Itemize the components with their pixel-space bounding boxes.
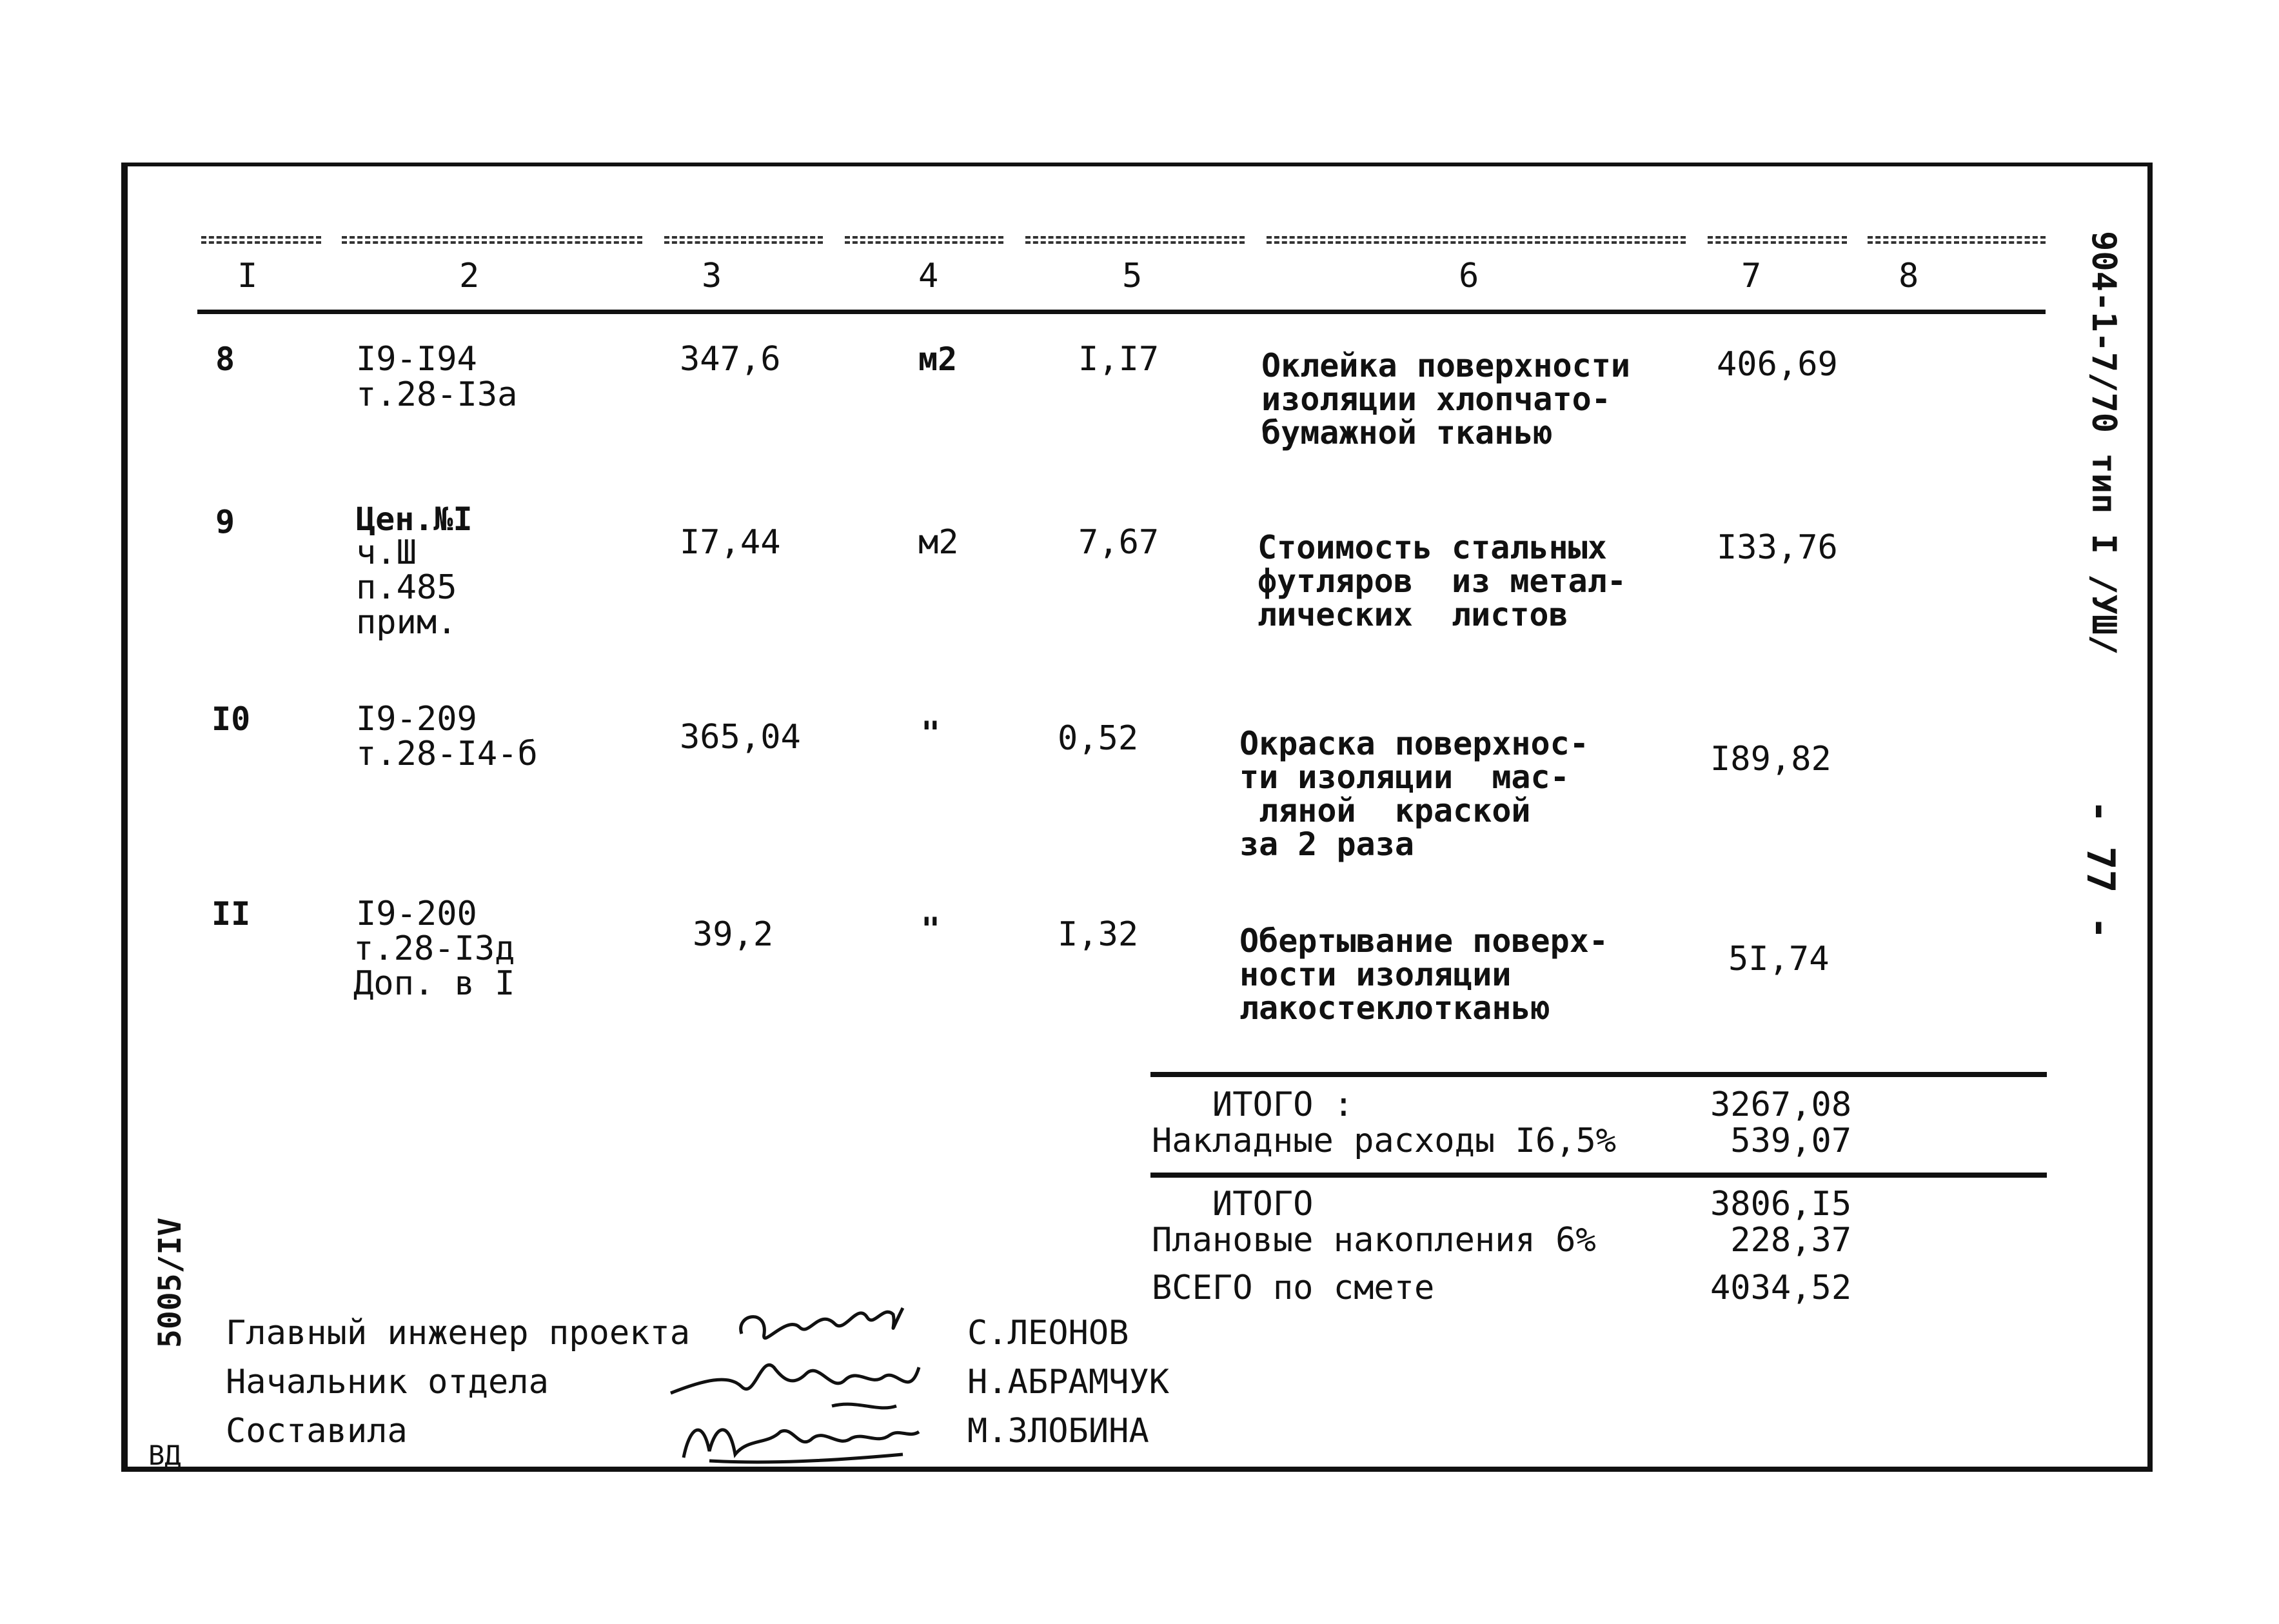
corner-mark: ВД [148,1440,181,1471]
column-number: 5 [1122,257,1143,295]
header-rule [201,236,321,244]
page-number-text: - 77 - [2078,800,2123,940]
row-unit: " [921,715,941,752]
row-ref: I9-200 [356,895,477,933]
header-rule [1708,236,1847,244]
summary-rule [1150,1072,2047,1077]
row-ref: п.485 [356,568,457,607]
row-desc: за 2 раза [1239,826,1414,863]
row-ref: I9-209 [356,700,477,738]
row-qty: 365,04 [680,718,801,757]
row-ref: Цен.№I [356,500,473,538]
row-desc: ляной краской [1239,792,1531,829]
row-unit: " [921,911,941,948]
header-rule [1868,236,2046,244]
row-desc: футляров из метал- [1258,562,1626,600]
row-price: 0,52 [1058,719,1139,758]
row-desc: Обертывание поверх- [1239,922,1608,960]
row-total: 406,69 [1717,345,1838,384]
archive-stamp: 5005/IV [152,1217,188,1348]
summary-value: 539,07 [1710,1122,1852,1160]
signature-zlobina [671,1400,929,1471]
summary-value: 228,37 [1710,1221,1852,1260]
row-number: 8 [215,341,235,378]
column-number: 3 [702,257,722,295]
row-desc: Окраска поверхнос- [1239,725,1589,762]
column-number: I [237,257,258,295]
row-unit: м2 [918,523,959,562]
page-number [2078,800,2128,1548]
row-number: 9 [215,503,235,540]
row-desc: изоляции хлопчато- [1261,381,1611,418]
row-ref: ч.Ш [356,533,417,572]
column-number: 2 [459,257,480,295]
header-rule [1267,236,1686,244]
header-underline [197,310,2046,314]
row-ref: прим. [356,603,457,642]
column-number: 4 [918,257,939,295]
row-ref: т.28-I3а [356,375,518,414]
row-qty: 347,6 [680,340,781,379]
row-qty: 39,2 [693,915,774,954]
row-desc: ности изоляции [1239,956,1512,993]
header-rule [845,236,1003,244]
row-unit: м2 [918,341,958,378]
row-qty: I7,44 [680,523,781,562]
row-ref: т.28-I3д [353,929,515,968]
row-desc: ти изоляции мас- [1239,758,1570,796]
summary-label: ИТОГО : [1152,1085,1354,1124]
header-rule [1025,236,1245,244]
summary-value: 3806,I5 [1710,1185,1852,1223]
summary-label: Плановые накопления 6% [1152,1221,1596,1260]
row-desc: лакостеклотканью [1239,989,1550,1027]
summary-label: Накладные расходы I6,5% [1152,1122,1617,1160]
row-desc: бумажной тканью [1261,414,1553,451]
row-price: I,I7 [1078,340,1159,379]
row-desc: Стоимость стальных [1258,529,1607,566]
summary-label: ВСЕГО по смете [1152,1269,1435,1307]
row-total: I33,76 [1717,528,1838,567]
summary-rule [1150,1173,2047,1178]
signature-role: Составила [226,1412,408,1451]
row-total: 5I,74 [1728,940,1830,978]
row-number: II [212,895,251,933]
signature-name: С.ЛЕОНОВ [967,1314,1129,1352]
summary-value: 3267,08 [1710,1085,1852,1124]
row-total: I89,82 [1710,740,1831,778]
row-price: 7,67 [1078,523,1159,562]
row-number: I0 [212,700,251,738]
signature-name: Н.АБРАМЧУК [967,1363,1170,1401]
row-desc: лических листов [1258,596,1568,633]
row-ref: т.28-I4-б [356,735,538,773]
row-price: I,32 [1058,915,1139,954]
row-ref: Доп. в I [353,964,515,1003]
signature-role: Начальник отдела [226,1363,549,1401]
summary-label: ИТОГО [1152,1185,1314,1223]
signature-name: М.ЗЛОБИНА [967,1412,1149,1451]
column-number: 8 [1899,257,1919,295]
row-desc: Оклейка поверхности [1261,347,1630,384]
header-rule [342,236,642,244]
column-number: 7 [1741,257,1762,295]
summary-value: 4034,52 [1710,1269,1852,1307]
signature-role: Главный инженер проекта [226,1314,691,1352]
column-number: 6 [1459,257,1479,295]
header-rule [664,236,823,244]
document-code-text: 904-1-7/70 тип I /УШ/ [2084,231,2123,655]
row-ref: I9-I94 [356,340,477,379]
